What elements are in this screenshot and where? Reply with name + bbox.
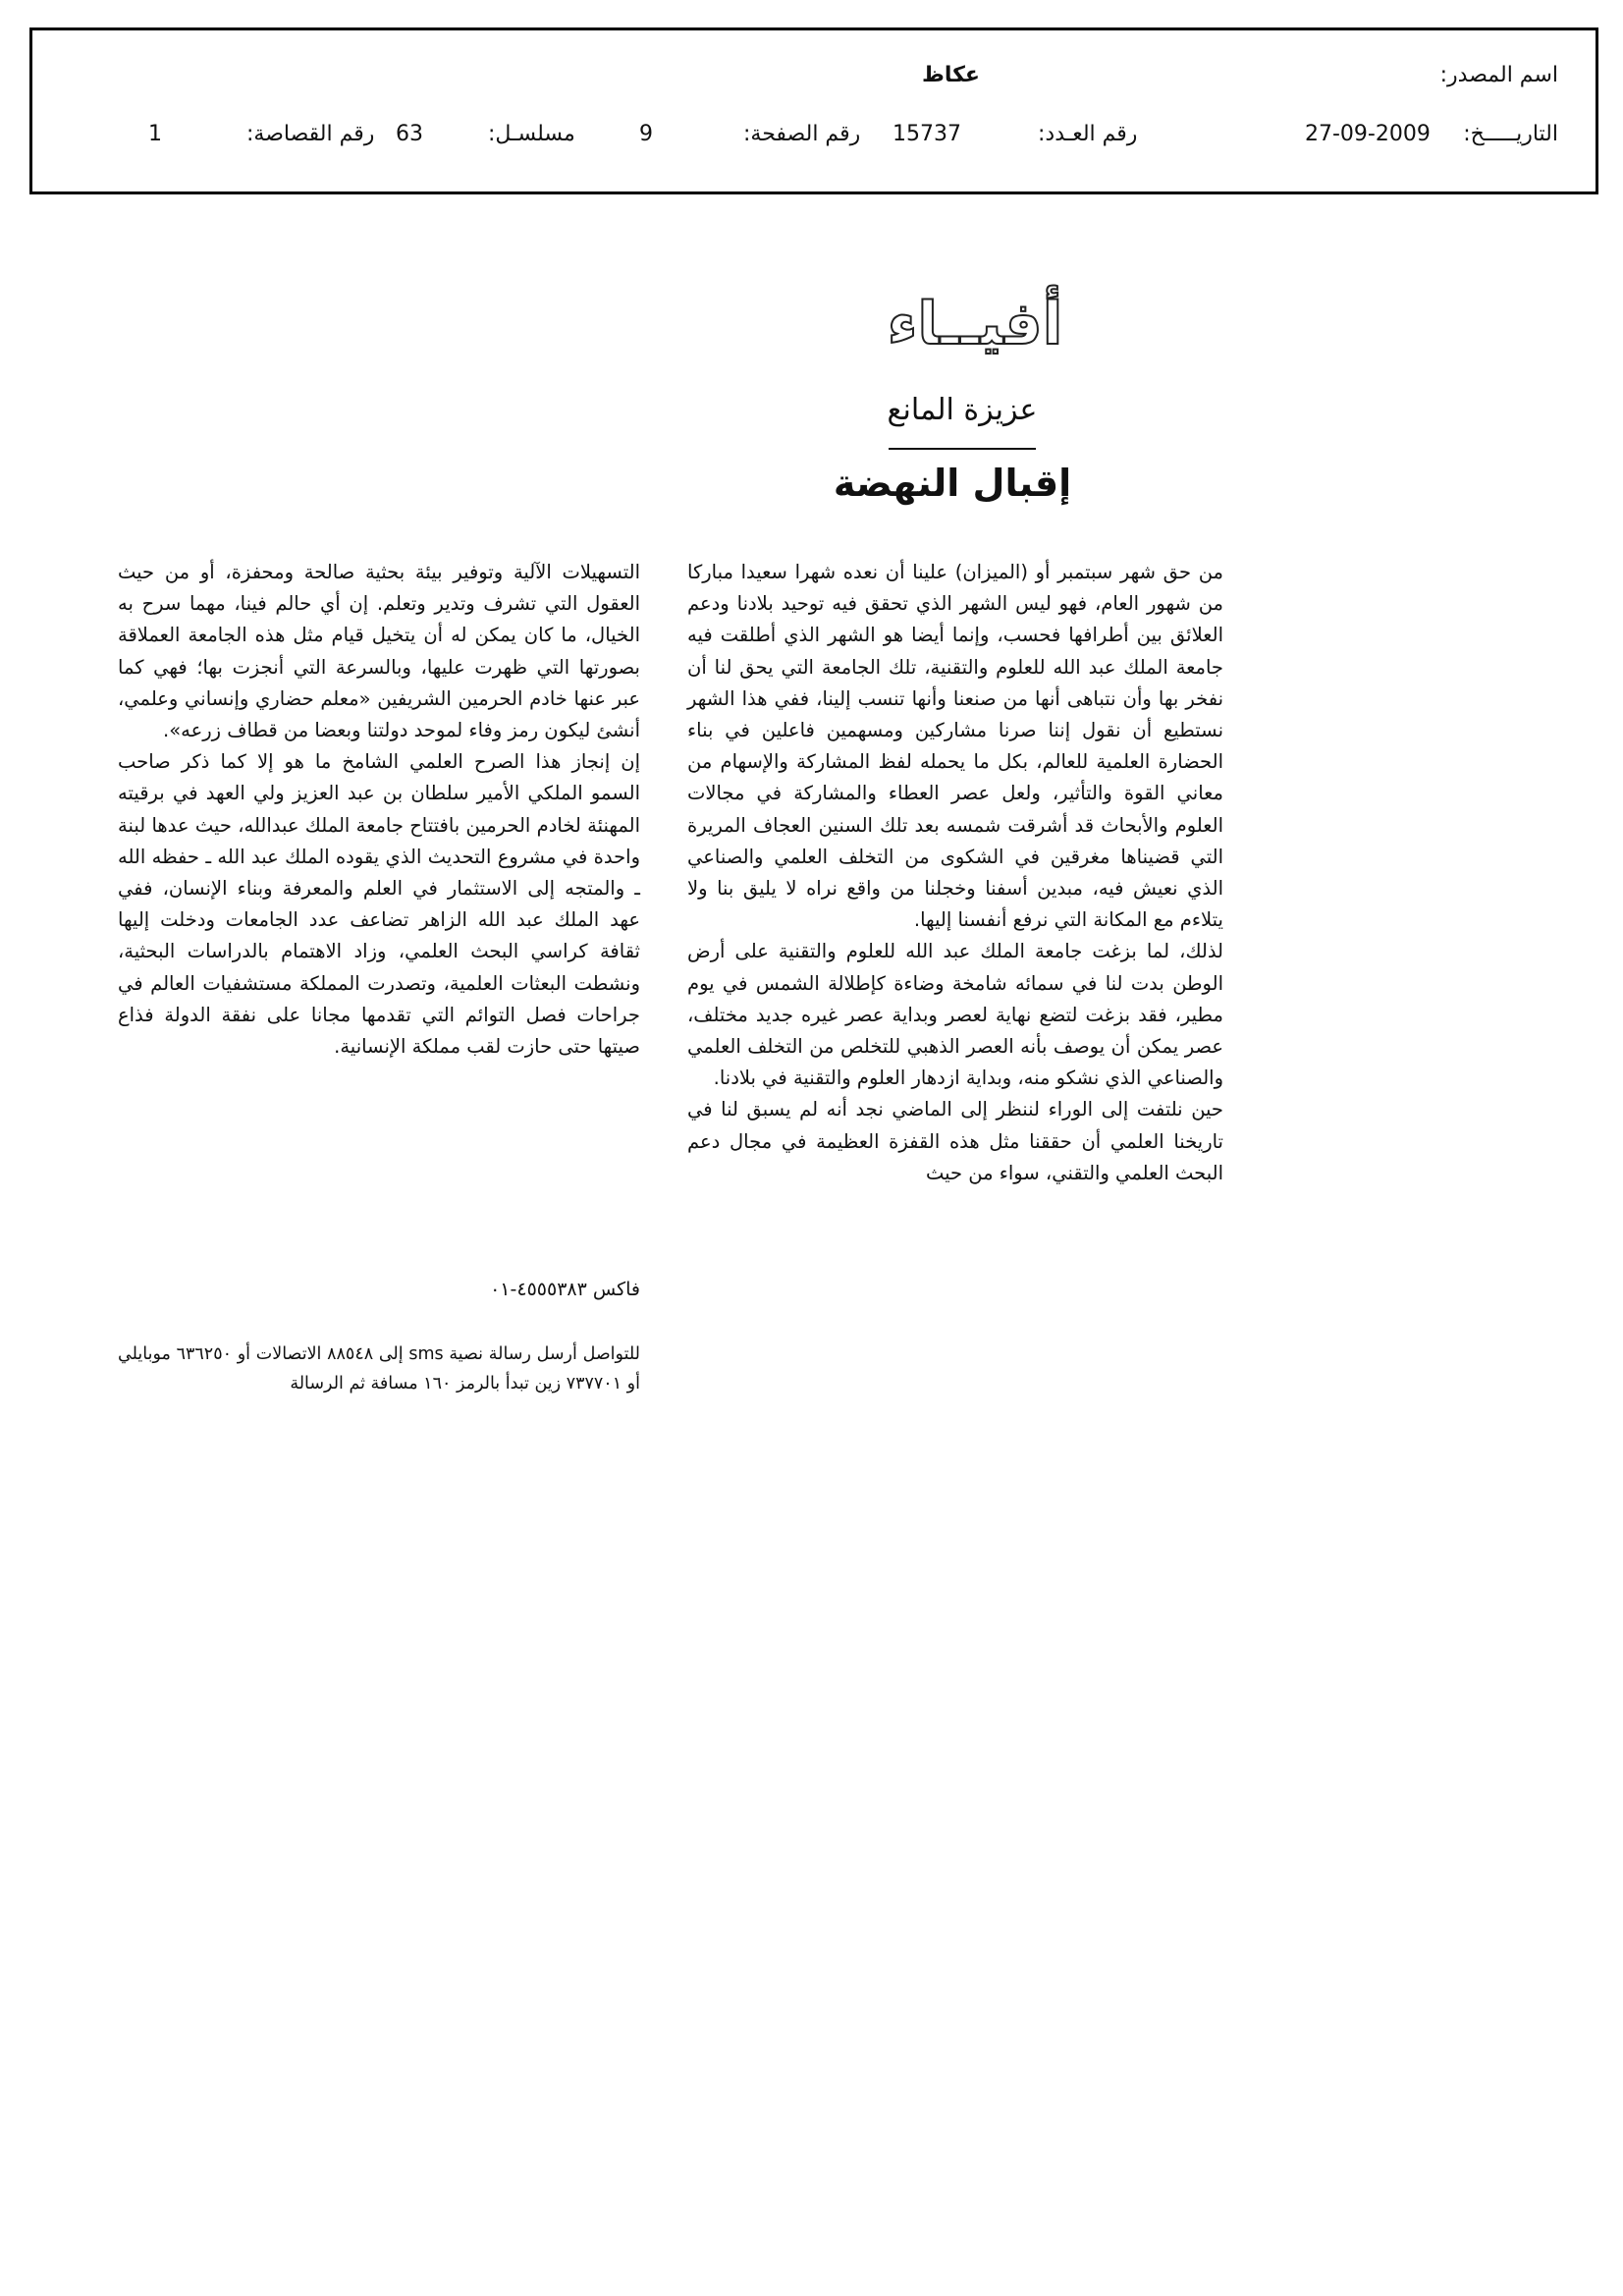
serial-value: 63: [396, 122, 423, 146]
article-headline: إقبال النهضة: [833, 462, 1072, 505]
source-label: اسم المصدر:: [1439, 63, 1558, 87]
paragraph: لذلك، لما بزغت جامعة الملك عبد الله للعلوم والتقنية على أرض الوطن بدت لنا في سمائه شامخة وضاءة كإطلالة الشمس في يوم مطير، فقد بزغت لتضع نهاية لعصر وبداية عصر غيره جديد مختلف، عصر يمكن أن يوصف بأنه العصر الذهبي للتخلص من التخلف العلمي والصناعي الذي نشكو منه، وبداية ازدهار العلوم والتقنية في بلادنا.: [687, 940, 1223, 1090]
clip-value: 1: [148, 122, 162, 146]
paragraph: من حق شهر سبتمبر أو (الميزان) علينا أن نعده شهرا سعيدا مباركا من شهور العام، فهو ليس الشهر الذي تحقق فيه توحيد بلادنا ودعم العلائق بين أطرافها فحسب، وإنما أيضا هو الشهر الذي أطلقت فيه جامعة الملك عبد الله للعلوم والتقنية، تلك الجامعة التي يحق لنا أن نفخر بها وأن نتباهى أنها من صنعنا وأنها تنسب إلينا، ففي هذا الشهر نستطيع أن نقول إننا صرنا مشاركين ومسهمين فاعلين في بناء الحضارة العلمية للعالم، بكل ما يحمله لفظ المشاركة والإسهام من معاني القوة والتأثير، ولعل عصر العطاء والمشاركة في مجالات العلوم والأبحاث قد أشرقت شمسه بعد تلك السنين العجاف المريرة التي قضيناها مغرقين في الشكوى من التخلف العلمي والصناعي الذي نعيش فيه، مبدين أسفنا وخجلنا من واقع نراه لا يليق بنا ولا يتلاءم مع المكانة التي نرفع أنفسنا إليها.: [687, 561, 1223, 932]
source-value: عكاظ: [922, 63, 980, 87]
paragraph: حين نلتفت إلى الوراء لننظر إلى الماضي نجد أنه لم يسبق لنا في تاريخنا العلمي أن حققنا مثل هذه القفزة العظيمة في مجال دعم البحث العلمي والتقني، سواء من حيث: [687, 1098, 1223, 1184]
paragraph: إن إنجاز هذا الصرح العلمي الشامخ ما هو إلا كما ذكر صاحب السمو الملكي الأمير سلطان بن عبد العزيز ولي العهد في برقيته المهنئة لخادم الحرمين بافتتاح جامعة الملك عبدالله، حيث عدها لبنة واحدة في مشروع التحديث الذي يقوده الملك عبد الله ـ حفظه الله ـ والمتجه إلى الاستثمار في العلم والمعرفة وبناء الإنسان، ففي عهد الملك عبد الله الزاهر تضاعف عدد الجامعات ودخلت إليها ثقافة كراسي البحث العلمي، وزاد الاهتمام بالدراسات البحثية، ونشطت البعثات العلمية، وتصدرت المملكة مستشفيات العالم في جراحات فصل التوائم التي تقدمها مجانا على نفقة الدولة فذاع صيتها حتى حازت لقب مملكة الإنسانية.: [118, 750, 640, 1059]
serial-label: مسلسـل:: [488, 122, 575, 146]
date-label: التاريـــــخ:: [1463, 122, 1558, 146]
paragraph: التسهيلات الآلية وتوفير بيئة بحثية صالحة ومحفزة، أو من حيث العقول التي تشرف وتدير وتعلم. إن أي حالم فينا، مهما سرح به الخيال، ما كان يمكن له أن يتخيل قيام مثل هذه الجامعة العملاقة بصورتها التي ظهرت عليها، وبالسرعة التي أنجزت بها؛ فهي كما عبر عنها خادم الحرمين الشريفين «معلم حضاري وإنساني وعلمي، أنشئ ليكون رمز وفاء لموحد دولتنا وبعضا من قطاف زرعه».: [118, 561, 640, 742]
author-name: عزيزة المانع: [887, 393, 1038, 427]
clip-label: رقم القصاصة:: [246, 122, 375, 146]
author-fax: فاكس ٤٥٥٥٣٨٣-٠١: [490, 1279, 640, 1300]
column-title: أفيــاء: [887, 290, 1063, 358]
issue-label: رقم العـدد:: [1038, 122, 1138, 146]
page-value: 9: [639, 122, 653, 146]
page-label: رقم الصفحة:: [743, 122, 861, 146]
issue-value: 15737: [893, 122, 961, 146]
author-divider: [889, 448, 1036, 450]
sms-contact-note: للتواصل أرسل رسالة نصية sms إلى ٨٨٥٤٨ الاتصالات أو ٦٣٦٢٥٠ موبايلي أو ٧٣٧٧٠١ زين تبدأ بالرمز ١٦٠ مسافة ثم الرسالة: [118, 1344, 640, 1394]
date-value: 27-09-2009: [1305, 122, 1431, 146]
article-column-right: [687, 557, 1223, 1189]
article-column-left: [118, 557, 640, 1063]
clipping-header: [29, 27, 1598, 194]
column-logo: [842, 283, 1108, 361]
